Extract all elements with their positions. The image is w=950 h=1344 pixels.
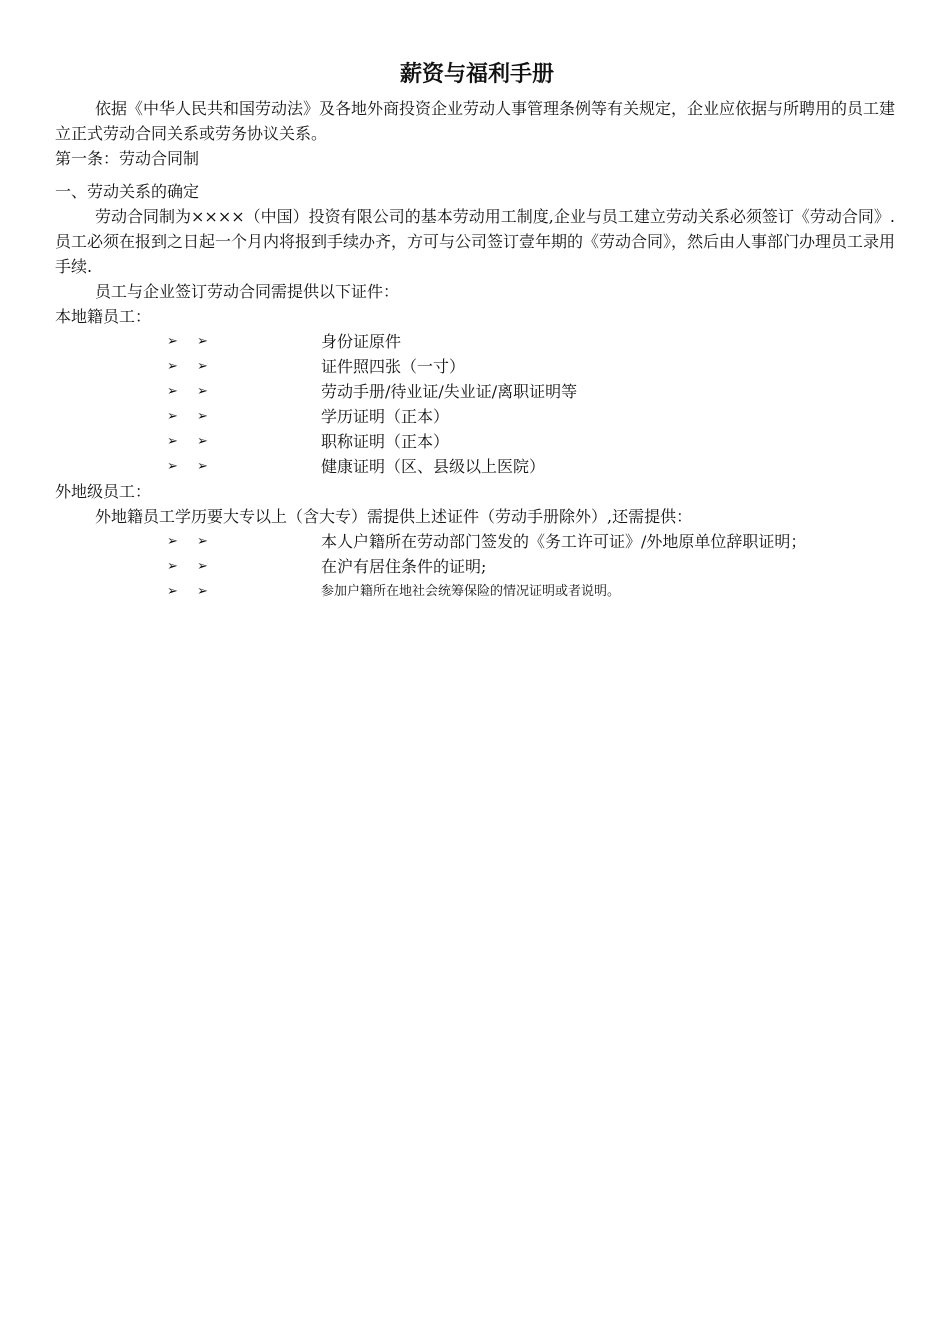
local-staff-heading: 本地籍员工： xyxy=(55,307,152,326)
list-item xyxy=(55,329,895,354)
list-item-text: 劳动手册/待业证/失业证/离职证明等 xyxy=(321,382,578,401)
document-title: 薪资与福利手册 xyxy=(399,62,554,87)
nonlocal-staff-list xyxy=(55,529,895,604)
arrow-bullet-icon: ➢ ➢ xyxy=(167,584,208,599)
arrow-bullet-icon: ➢ ➢ xyxy=(167,434,208,449)
list-item-text: 职称证明（正本） xyxy=(321,432,450,451)
list-item xyxy=(55,404,895,429)
list-item-text: 本人户籍所在劳动部门签发的《务工许可证》/外地原单位辞职证明； xyxy=(321,532,807,551)
list-item-text: 参加户籍所在地社会统筹保险的情况证明或者说明。 xyxy=(321,584,621,599)
list-item-text: 健康证明（区、县级以上医院） xyxy=(321,457,546,476)
list-item-text: 身份证原件 xyxy=(321,332,402,351)
local-staff-list xyxy=(55,329,895,479)
list-item xyxy=(55,379,895,404)
arrow-bullet-icon: ➢ ➢ xyxy=(167,334,208,349)
article-heading: 第一条：劳动合同制 xyxy=(55,149,200,168)
arrow-bullet-icon: ➢ ➢ xyxy=(167,534,208,549)
list-item xyxy=(55,554,895,579)
arrow-bullet-icon: ➢ ➢ xyxy=(167,559,208,574)
arrow-bullet-icon: ➢ ➢ xyxy=(167,384,208,399)
list-item xyxy=(55,529,895,554)
nonlocal-staff-heading: 外地级员工： xyxy=(55,482,152,501)
list-item xyxy=(55,454,895,479)
list-item xyxy=(55,579,895,604)
documents-required-line: 员工与企业签订劳动合同需提供以下证件： xyxy=(95,282,400,301)
document-page xyxy=(55,58,895,604)
section-heading: 一、劳动关系的确定 xyxy=(55,182,200,201)
list-item xyxy=(55,429,895,454)
section-paragraph: 劳动合同制为××××（中国）投资有限公司的基本劳动用工制度,企业与员工建立劳动关系必须签订《劳动合同》.员工必须在报到之日起一个月内将报到手续办齐，方可与公司签订壹年期的《劳动合同》，然后由人事部门办理员工录用手续. xyxy=(55,207,896,276)
list-item-text: 在沪有居住条件的证明; xyxy=(321,557,487,576)
arrow-bullet-icon: ➢ ➢ xyxy=(167,459,208,474)
intro-paragraph: 依据《中华人民共和国劳动法》及各地外商投资企业劳动人事管理条例等有关规定，企业应依据与所聘用的员工建立正式劳动合同关系或劳务协议关系。 xyxy=(55,99,896,143)
arrow-bullet-icon: ➢ ➢ xyxy=(167,359,208,374)
arrow-bullet-icon: ➢ ➢ xyxy=(167,409,208,424)
list-item-text: 学历证明（正本） xyxy=(321,407,450,426)
list-item-text: 证件照四张（一寸） xyxy=(321,357,466,376)
list-item xyxy=(55,354,895,379)
nonlocal-staff-paragraph: 外地籍员工学历要大专以上（含大专）需提供上述证件（劳动手册除外）,还需提供： xyxy=(95,507,693,526)
